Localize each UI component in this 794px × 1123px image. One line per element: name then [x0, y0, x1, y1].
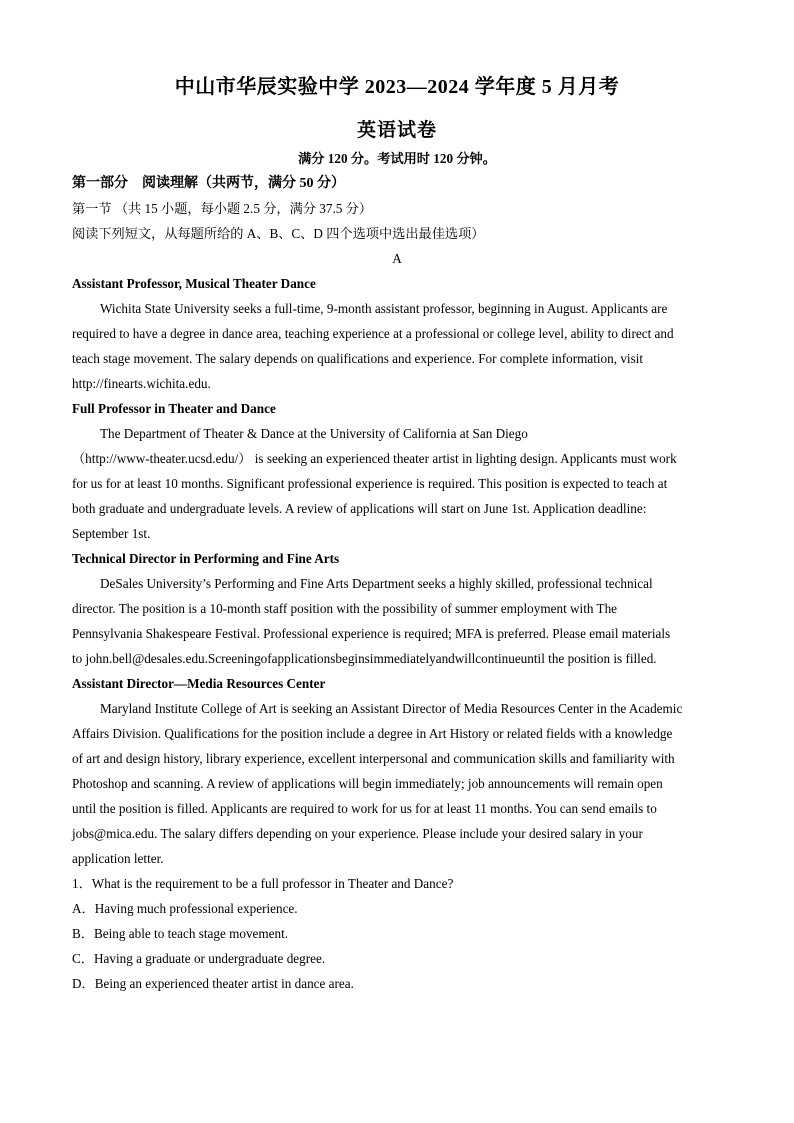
instructions: 阅读下列短文，从每题所给的 A、B、C、D 四个选项中选出最佳选项）	[72, 226, 485, 241]
ad-block	[72, 546, 722, 671]
ad-heading: Assistant Director—Media Resources Center	[72, 676, 326, 691]
ad-line: （http://www-theater.ucsd.edu/） is seeking an experienced theater artist in lighting design. Applicants must work	[72, 451, 677, 466]
exam-subject: 英语试卷	[356, 120, 437, 141]
ad-line: Maryland Institute College of Art is seeking an Assistant Director of Media Resources Center in the Academic	[100, 701, 683, 716]
ad-line: for us for at least 10 months. Significant professional experience is required. This position is expected to teach at	[72, 476, 668, 491]
ad-line: DeSales University’s Performing and Fine Arts Department seeks a highly skilled, professional technical	[100, 576, 653, 591]
ad-line: to john.bell@desales.edu.Screeningofapplicationsbeginsimmediatelyandwillcontinueuntil the position is filled.	[72, 651, 657, 666]
exam-title: 中山市华辰实验中学 2023—2024 学年度 5 月月考	[174, 76, 620, 98]
ad-block	[72, 671, 722, 871]
option-a: A．Having much professional experience.	[72, 901, 298, 916]
ad-line: until the position is filled. Applicants are required to work for us for at least 11 months. You can send emails to	[72, 801, 657, 816]
ad-line: director. The position is a 10-month staff position with the possibility of summer employment with The	[72, 601, 618, 616]
ad-heading: Assistant Professor, Musical Theater Dance	[72, 276, 316, 291]
option-c: C．Having a graduate or undergraduate degree.	[72, 951, 326, 966]
part-heading: 第一部分 阅读理解（共两节，满分 50 分）	[72, 176, 345, 191]
ad-block	[72, 396, 722, 546]
ad-line: Pennsylvania Shakespeare Festival. Professional experience is required; MFA is preferred. Please email materials	[72, 626, 671, 641]
ad-line: The Department of Theater & Dance at the University of California at San Diego	[100, 426, 528, 441]
ad-line: http://finearts.wichita.edu.	[72, 376, 211, 391]
score-info: 满分 120 分。考试用时 120 分钟。	[298, 151, 496, 166]
ad-heading: Full Professor in Theater and Dance	[72, 401, 276, 416]
ad-line: application letter.	[72, 851, 164, 866]
ad-line: Wichita State University seeks a full-time, 9-month assistant professor, beginning in August. Applicants are	[100, 301, 668, 316]
ad-line: September 1st.	[72, 526, 151, 541]
question-block	[72, 871, 722, 996]
ad-line: jobs@mica.edu. The salary differs depending on your experience. Please include your desired salary in your	[72, 826, 643, 841]
ad-line: of art and design history, library experience, excellent interpersonal and communication skills and familiarity with	[72, 751, 675, 766]
ad-line: Photoshop and scanning. A review of applications will begin immediately; job announcements will remain open	[72, 776, 663, 791]
question-stem: 1．What is the requirement to be a full professor in Theater and Dance?	[72, 876, 454, 891]
ad-block	[72, 271, 722, 396]
ad-line: required to have a degree in dance area, teaching experience at a professional or college level, ability to direct and	[72, 326, 674, 341]
ad-line: teach stage movement. The salary depends on qualifications and experience. For complete information, visit	[72, 351, 644, 366]
ad-heading: Technical Director in Performing and Fine Arts	[72, 551, 340, 566]
exam-body	[72, 146, 722, 996]
option-d: D．Being an experienced theater artist in dance area.	[72, 976, 354, 991]
passage-label: A	[392, 251, 402, 266]
ad-line: Affairs Division. Qualifications for the position include a degree in Art History or related fields with a knowledge	[72, 726, 673, 741]
section-heading: 第一节 （共 15 小题，每小题 2.5 分，满分 37.5 分）	[72, 201, 373, 216]
option-b: B．Being able to teach stage movement.	[72, 926, 289, 941]
ad-line: both graduate and undergraduate levels. A review of applications will start on June 1st. Application deadline:	[72, 501, 647, 516]
